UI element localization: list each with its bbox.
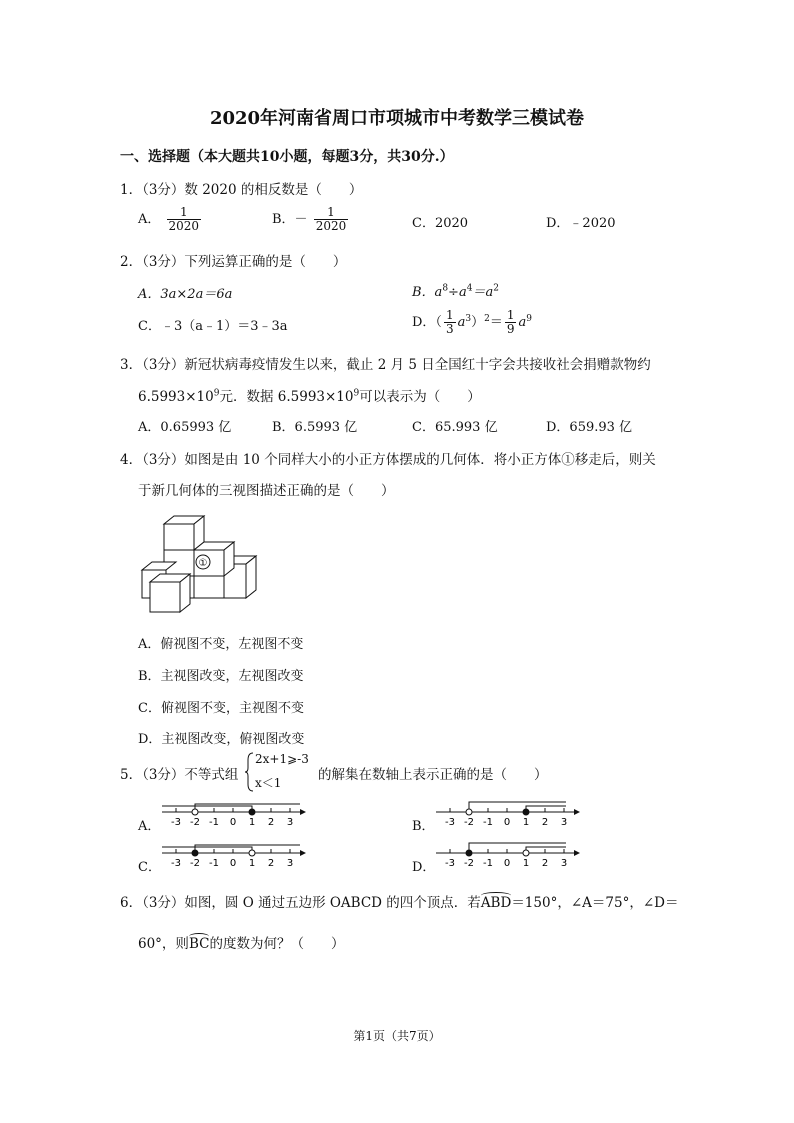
question-3-line2 bbox=[138, 385, 481, 405]
section-heading: 一、选择题（本大题共10小题，每题3分，共30分.） bbox=[120, 149, 454, 165]
endpoint-upper bbox=[523, 850, 529, 856]
q1-option-d: D．﹣2020 bbox=[546, 216, 616, 231]
question-4-line2: 于新几何体的三视图描述正确的是（ ） bbox=[138, 483, 395, 499]
solution-ray-lower bbox=[195, 845, 300, 853]
q6-line1-a: 6．（3分）如图，圆 O 通过五边形 OABCD 的四个顶点．若 bbox=[120, 895, 481, 911]
q1-b-denominator: 2020 bbox=[315, 219, 347, 234]
q3-line2-exp2: 9 bbox=[353, 388, 360, 399]
tick-label: -2 bbox=[190, 817, 200, 828]
q2-b-exp1: 8 bbox=[442, 283, 449, 294]
q2-d-var1: a bbox=[457, 315, 466, 331]
endpoint-upper bbox=[249, 850, 255, 856]
q4-option-a: A．俯视图不变，左视图不变 bbox=[138, 637, 304, 652]
axis-arrow-icon bbox=[300, 850, 306, 856]
endpoint-lower bbox=[466, 850, 472, 856]
endpoint-upper bbox=[523, 809, 529, 815]
q2-d-num2: 1 bbox=[506, 308, 515, 322]
q6-line1-b: ＝150°，∠A＝75°，∠D＝ bbox=[511, 895, 679, 911]
tick-label: -3 bbox=[171, 817, 181, 828]
q3-option-b: B．6.5993 亿 bbox=[272, 420, 358, 435]
page-footer: 第1页（共7页） bbox=[353, 1029, 441, 1043]
q2-d-den2: 9 bbox=[506, 322, 515, 337]
q4-option-c: C．俯视图不变，主视图不变 bbox=[138, 701, 304, 716]
question-3-line1: 3．（3分）新冠状病毒疫情发生以来，截止 2 月 5 日全国红十字会共接收社会捐赠款物约 bbox=[120, 357, 651, 373]
tick-label: 1 bbox=[248, 817, 256, 828]
q2-d-exp2: 2 bbox=[484, 313, 490, 324]
number-line-d bbox=[434, 835, 584, 871]
question-6-line1 bbox=[120, 891, 678, 911]
q3-line2-exp: 9 bbox=[213, 388, 220, 399]
q5-option-c-label: C． bbox=[138, 860, 161, 875]
q1-b-label: B．－ bbox=[272, 212, 308, 228]
q1-a-denominator: 2020 bbox=[168, 219, 200, 234]
tick-label: 3 bbox=[286, 817, 294, 828]
q1-option-a bbox=[138, 206, 203, 233]
q2-d-pre: D．（ bbox=[412, 315, 442, 331]
tick-label: -2 bbox=[190, 858, 200, 869]
q4-option-b: B．主视图改变，左视图改变 bbox=[138, 669, 304, 684]
q3-option-a: A．0.65993 亿 bbox=[138, 420, 232, 435]
solution-ray-lower bbox=[469, 843, 566, 853]
tick-label: 3 bbox=[560, 817, 568, 828]
q3-line2-a: 6.5993×10 bbox=[138, 389, 214, 405]
solution-ray-upper bbox=[526, 806, 566, 812]
brace-icon bbox=[245, 752, 255, 792]
tick-label: -2 bbox=[464, 817, 474, 828]
axis-arrow-icon bbox=[574, 809, 580, 815]
q1-option-c: C．2020 bbox=[412, 216, 469, 231]
q4-option-d: D．主视图改变，俯视图改变 bbox=[138, 732, 305, 747]
axis-arrow-icon bbox=[300, 809, 306, 815]
endpoint-lower bbox=[192, 809, 198, 815]
q3-line2-c: 可以表示为（ ） bbox=[359, 389, 481, 405]
number-line-b bbox=[434, 794, 584, 830]
solution-ray-lower bbox=[469, 802, 566, 812]
q2-b-text: B．a bbox=[412, 285, 443, 300]
tick-label: 0 bbox=[503, 817, 511, 828]
q5-option-d-label: D． bbox=[412, 860, 436, 875]
q2-d-den1: 3 bbox=[445, 322, 454, 337]
q1-b-numerator: 1 bbox=[314, 206, 349, 220]
q2-d-eq: ＝ bbox=[489, 315, 503, 331]
tick-label: 2 bbox=[541, 817, 549, 828]
q2-d-var2: a bbox=[518, 315, 527, 331]
q2-d-close: ） bbox=[471, 315, 485, 331]
inequality-2: x＜1 bbox=[255, 776, 282, 790]
question-2-stem: 2．（3分）下列运算正确的是（ ） bbox=[120, 254, 347, 270]
q5-option-a-label: A． bbox=[138, 819, 161, 834]
q1-option-b bbox=[272, 206, 350, 233]
tick-label: -1 bbox=[483, 858, 493, 869]
q2-option-d bbox=[412, 309, 532, 336]
q2-option-b bbox=[412, 281, 499, 300]
tick-label: 1 bbox=[522, 858, 530, 869]
endpoint-lower bbox=[192, 850, 198, 856]
q2-b-exp2: 4 bbox=[466, 283, 473, 294]
q2-d-exp1: 3 bbox=[465, 313, 472, 324]
tick-label: -1 bbox=[483, 817, 493, 828]
q1-a-numerator: 1 bbox=[167, 206, 202, 220]
arc-bc: BC bbox=[188, 936, 210, 952]
question-4-line1: 4．（3分）如图是由 10 个同样大小的小正方体摆成的几何体．将小正方体①移走后，则关 bbox=[120, 452, 656, 468]
q2-option-a: A．3a×2a＝6a bbox=[138, 287, 233, 302]
q6-line2-b: 的度数为何？（ ） bbox=[209, 936, 345, 952]
q2-d-fraction1 bbox=[444, 309, 456, 336]
q5-option-b-label: B． bbox=[412, 819, 435, 834]
question-5-stem-post: 的解集在数轴上表示正确的是（ ） bbox=[318, 767, 548, 783]
q1-a-label: A． bbox=[138, 212, 161, 228]
tick-label: 1 bbox=[248, 858, 256, 869]
page-title: 2020年河南省周口市项城市中考数学三模试卷 bbox=[209, 108, 585, 129]
question-6-line2 bbox=[138, 932, 344, 952]
endpoint-upper bbox=[249, 809, 255, 815]
question-5-stem-pre: 5．（3分）不等式组 bbox=[120, 767, 239, 783]
tick-label: 0 bbox=[503, 858, 511, 869]
tick-label: -3 bbox=[171, 858, 181, 869]
inequality-1: 2x+1⩾-3 bbox=[255, 752, 309, 766]
tick-label: -1 bbox=[209, 817, 219, 828]
tick-label: -2 bbox=[464, 858, 474, 869]
number-line-c bbox=[160, 835, 310, 871]
tick-label: -3 bbox=[445, 858, 455, 869]
tick-label: 2 bbox=[541, 858, 549, 869]
q2-b-mid2: ＝a bbox=[472, 285, 494, 300]
question-1-stem: 1．（3分）数 2020 的相反数是（ ） bbox=[120, 182, 363, 198]
cube-label: ① bbox=[198, 558, 208, 569]
solution-ray-upper bbox=[526, 847, 566, 853]
solution-ray-lower bbox=[195, 804, 300, 812]
q1-a-fraction bbox=[167, 206, 202, 233]
q3-line2-b: 元．数据 6.5993×10 bbox=[219, 389, 354, 405]
tick-label: -1 bbox=[209, 858, 219, 869]
axis-arrow-icon bbox=[574, 850, 580, 856]
arc-abd: ABD bbox=[480, 895, 512, 911]
endpoint-lower bbox=[466, 809, 472, 815]
q2-d-exp3: 9 bbox=[526, 313, 532, 324]
q3-option-d: D．659.93 亿 bbox=[546, 420, 633, 435]
q3-option-c: C．65.993 亿 bbox=[412, 420, 498, 435]
tick-label: 0 bbox=[229, 858, 237, 869]
tick-label: 1 bbox=[522, 817, 530, 828]
tick-label: 0 bbox=[229, 817, 237, 828]
q1-b-fraction bbox=[314, 206, 349, 233]
q2-b-mid: ÷a bbox=[448, 285, 467, 300]
tick-label: -3 bbox=[445, 817, 455, 828]
number-line-a bbox=[160, 794, 310, 830]
q2-d-num1: 1 bbox=[445, 308, 454, 322]
cube-figure bbox=[136, 512, 262, 616]
tick-label: 2 bbox=[267, 817, 275, 828]
tick-label: 3 bbox=[560, 858, 568, 869]
q2-b-exp3: 2 bbox=[493, 283, 499, 294]
q6-line2-a: 60°，则 bbox=[138, 936, 189, 952]
tick-label: 3 bbox=[286, 858, 294, 869]
tick-label: 2 bbox=[267, 858, 275, 869]
q2-d-fraction2 bbox=[505, 309, 517, 336]
q2-option-c: C．﹣3（a﹣1）＝3﹣3a bbox=[138, 319, 288, 334]
